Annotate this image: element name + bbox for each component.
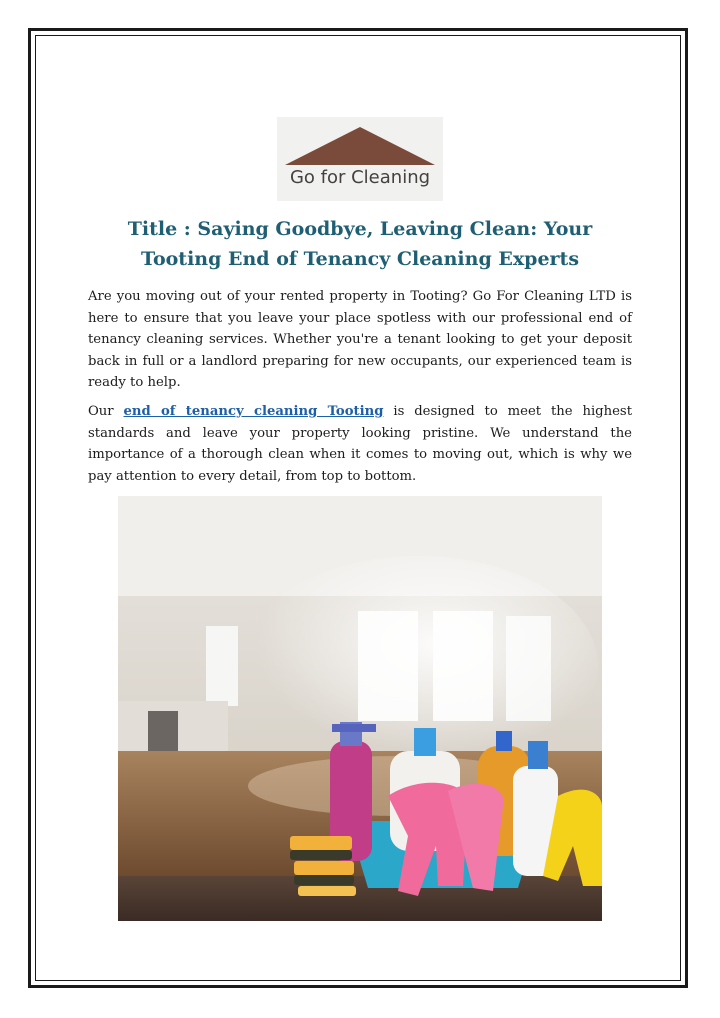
paragraph-text-before: Our <box>88 404 124 419</box>
company-logo <box>277 117 443 201</box>
paragraph-text-after: is designed to meet the highest standards and leave your property looking pristine. We understand the importance of a thorough clean when it comes to moving out, which is why we pay attention to every detail, from top to bottom. <box>88 404 632 484</box>
end-of-tenancy-link[interactable]: end of tenancy cleaning Tooting <box>123 404 384 419</box>
cleaning-supplies-photo <box>118 496 602 921</box>
logo-text: Go for Cleaning <box>289 167 431 188</box>
roof-icon <box>277 117 443 201</box>
intro-paragraph: Are you moving out of your rented property in Tooting? Go For Cleaning LTD is here to ensure that you leave your place spotless with our professional end of tenancy cleaning services. Whether you're a tenant looking to get your deposit back in full or a landlord preparing for new occupants, our experienced team is ready to help. <box>88 289 632 391</box>
title-line-2: Tooting End of Tenancy Cleaning Experts <box>140 248 580 270</box>
title-line-1: Title : Saying Goodbye, Leaving Clean: Your <box>127 218 593 240</box>
service-paragraph <box>88 401 632 487</box>
page-title <box>88 214 632 274</box>
